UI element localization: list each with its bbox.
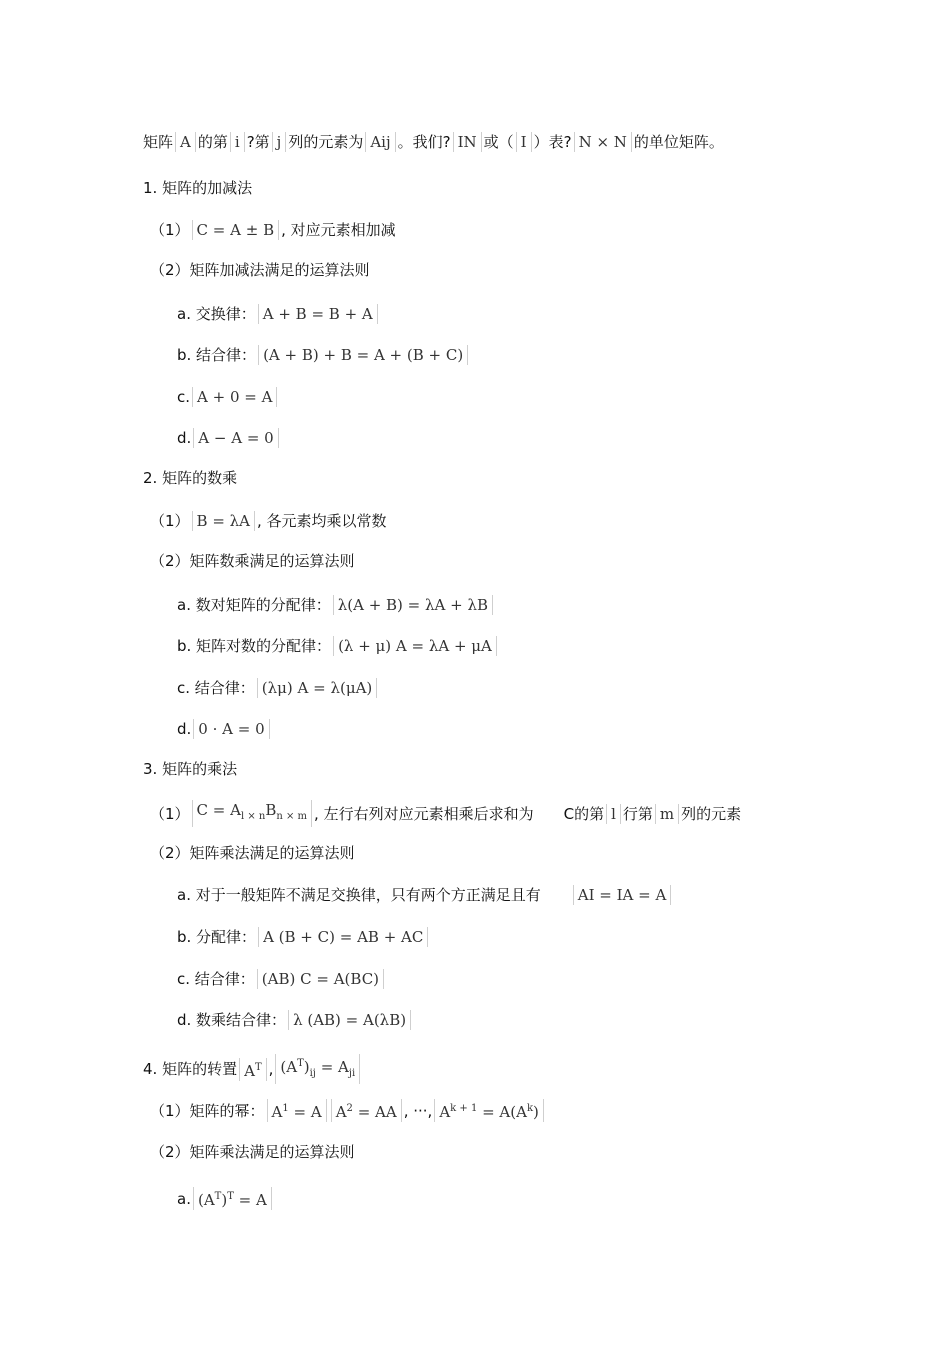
math-part: B xyxy=(265,801,277,819)
section-heading-line xyxy=(143,1054,362,1078)
rule-line xyxy=(177,924,430,948)
math xyxy=(434,1099,544,1122)
intro-text: 的单位矩阵。 xyxy=(633,132,724,151)
math: m xyxy=(655,804,679,824)
math-sup: T xyxy=(214,1191,222,1202)
item-line xyxy=(150,508,387,532)
rule-line xyxy=(177,425,281,449)
math-sub: l × n xyxy=(240,811,266,822)
math: (λμ) A = λ(μA) xyxy=(257,678,377,698)
rule-label: b. 分配律： xyxy=(177,927,257,946)
item-line xyxy=(150,1098,546,1122)
math-part: (A xyxy=(280,1058,298,1076)
item-text: , xyxy=(268,1060,274,1078)
item-line: （2）矩阵数乘满足的运算法则 xyxy=(150,552,355,570)
math xyxy=(275,1054,360,1084)
math-sub: n × m xyxy=(276,811,308,822)
math: AI = IA = A xyxy=(573,885,672,905)
item-text: , 各元素均乘以常数 xyxy=(257,511,387,530)
item-text: , 对应元素相加减 xyxy=(281,220,396,239)
math-sup: 2 xyxy=(346,1103,353,1114)
math: A − A = 0 xyxy=(193,428,278,448)
math: N × N xyxy=(574,132,632,152)
math: I xyxy=(516,132,532,152)
math-part: A xyxy=(244,1061,255,1080)
rule-label: c. xyxy=(177,387,191,406)
item-line: （2）矩阵乘法满足的运算法则 xyxy=(150,844,355,862)
math-part: = A(A xyxy=(477,1103,527,1121)
math: l xyxy=(606,804,621,824)
math-sup: k xyxy=(526,1103,534,1114)
item-label: （1） xyxy=(150,511,190,530)
rule-label: a. 对于一般矩阵不满足交换律，只有两个方正满足且有 xyxy=(177,885,541,904)
math: j xyxy=(272,132,287,152)
math: (AB) C = A(BC) xyxy=(257,969,384,989)
math xyxy=(331,1099,402,1122)
item-label: （1） xyxy=(150,804,190,823)
rule-line xyxy=(177,384,279,408)
section-heading: 3. 矩阵的乘法 xyxy=(143,760,238,778)
math-part: A xyxy=(271,1103,283,1121)
math-part: = AA xyxy=(352,1103,397,1121)
math: A (B + C) = AB + AC xyxy=(258,927,428,947)
intro-text: 。我们? xyxy=(397,132,451,151)
math xyxy=(267,1099,327,1122)
rule-label: a. 数对矩阵的分配律： xyxy=(177,595,331,614)
intro-line xyxy=(143,129,724,153)
math xyxy=(193,1187,272,1210)
math xyxy=(192,800,313,827)
section-heading: 2. 矩阵的数乘 xyxy=(143,469,238,487)
rule-line xyxy=(177,882,673,906)
rule-line xyxy=(177,592,495,616)
rule-label: d. xyxy=(177,719,192,738)
rule-label: d. xyxy=(177,428,192,447)
math-sup: T xyxy=(227,1191,234,1202)
intro-text: 的第 xyxy=(197,132,228,151)
intro-text: ）表? xyxy=(533,132,572,151)
rule-label: c. 结合律： xyxy=(177,678,255,697)
section-heading: 1. 矩阵的加减法 xyxy=(143,179,253,197)
item-label: （1） xyxy=(150,220,190,239)
math-sub: ij xyxy=(309,1068,316,1079)
rule-line xyxy=(177,1186,274,1210)
rule-label: b. 结合律： xyxy=(177,345,257,364)
math: λ(A + B) = λA + λB xyxy=(333,595,493,615)
math-part: = A xyxy=(315,1058,349,1076)
math-part: ) xyxy=(533,1103,539,1121)
item-text: , ···, xyxy=(403,1101,433,1120)
math-part: A xyxy=(439,1103,451,1121)
math-part: (A xyxy=(197,1191,215,1209)
item-line: （2）矩阵加减法满足的运算法则 xyxy=(150,261,370,279)
math: C = A ± B xyxy=(192,220,280,240)
item-text: , 左行右列对应元素相乘后求和为 xyxy=(314,804,534,823)
item-line: （2）矩阵乘法满足的运算法则 xyxy=(150,1143,355,1161)
math xyxy=(239,1058,267,1081)
math-part: = A xyxy=(233,1191,267,1209)
rule-label: b. 矩阵对数的分配律： xyxy=(177,636,332,655)
math-part: ) xyxy=(221,1191,228,1209)
math-sup: k + 1 xyxy=(450,1103,478,1114)
math-sup: T xyxy=(297,1058,304,1069)
item-line xyxy=(150,217,396,241)
intro-text: 矩阵 xyxy=(143,132,174,151)
intro-text: 或（ xyxy=(483,132,514,151)
rule-label: a. 交换律： xyxy=(177,304,256,323)
math: i xyxy=(230,132,245,152)
math: B = λA xyxy=(192,511,255,531)
item-text: 行第 xyxy=(622,804,653,823)
intro-text: 列的元素为 xyxy=(288,132,364,151)
item-line xyxy=(150,800,741,824)
math-sup: 1 xyxy=(282,1103,289,1114)
math: A xyxy=(175,132,196,152)
math-sup: T xyxy=(254,1061,262,1073)
intro-text: ?第 xyxy=(246,132,270,151)
math: IN xyxy=(453,132,482,152)
item-text: 列的元素 xyxy=(681,804,742,823)
rule-line xyxy=(177,1007,413,1031)
math: A + 0 = A xyxy=(192,387,277,407)
rule-line xyxy=(177,342,470,366)
math-part: C = A xyxy=(196,801,241,819)
rule-line xyxy=(177,716,272,740)
math-part: A xyxy=(335,1103,347,1121)
rule-label: a. xyxy=(177,1189,191,1208)
math: λ (AB) = A(λB) xyxy=(288,1010,411,1030)
math: Aij xyxy=(365,132,395,152)
rule-line xyxy=(177,966,386,990)
item-text: C的第 xyxy=(563,804,605,823)
math-part: ) xyxy=(303,1058,310,1076)
rule-line xyxy=(177,633,499,657)
math: (λ + μ) A = λA + μA xyxy=(333,636,497,656)
rule-label: c. 结合律： xyxy=(177,969,255,988)
rule-line xyxy=(177,675,379,699)
rule-label: d. 数乘结合律： xyxy=(177,1010,287,1029)
math-sub: ji xyxy=(348,1068,356,1079)
rule-line xyxy=(177,301,380,325)
item-label: （1）矩阵的幂： xyxy=(150,1101,265,1120)
math: A + B = B + A xyxy=(258,304,378,324)
math: 0 · A = 0 xyxy=(193,719,269,739)
math-part: = A xyxy=(288,1103,322,1121)
section-heading: 4. 矩阵的转置 xyxy=(143,1060,238,1078)
math: (A + B) + B = A + (B + C) xyxy=(258,345,468,365)
